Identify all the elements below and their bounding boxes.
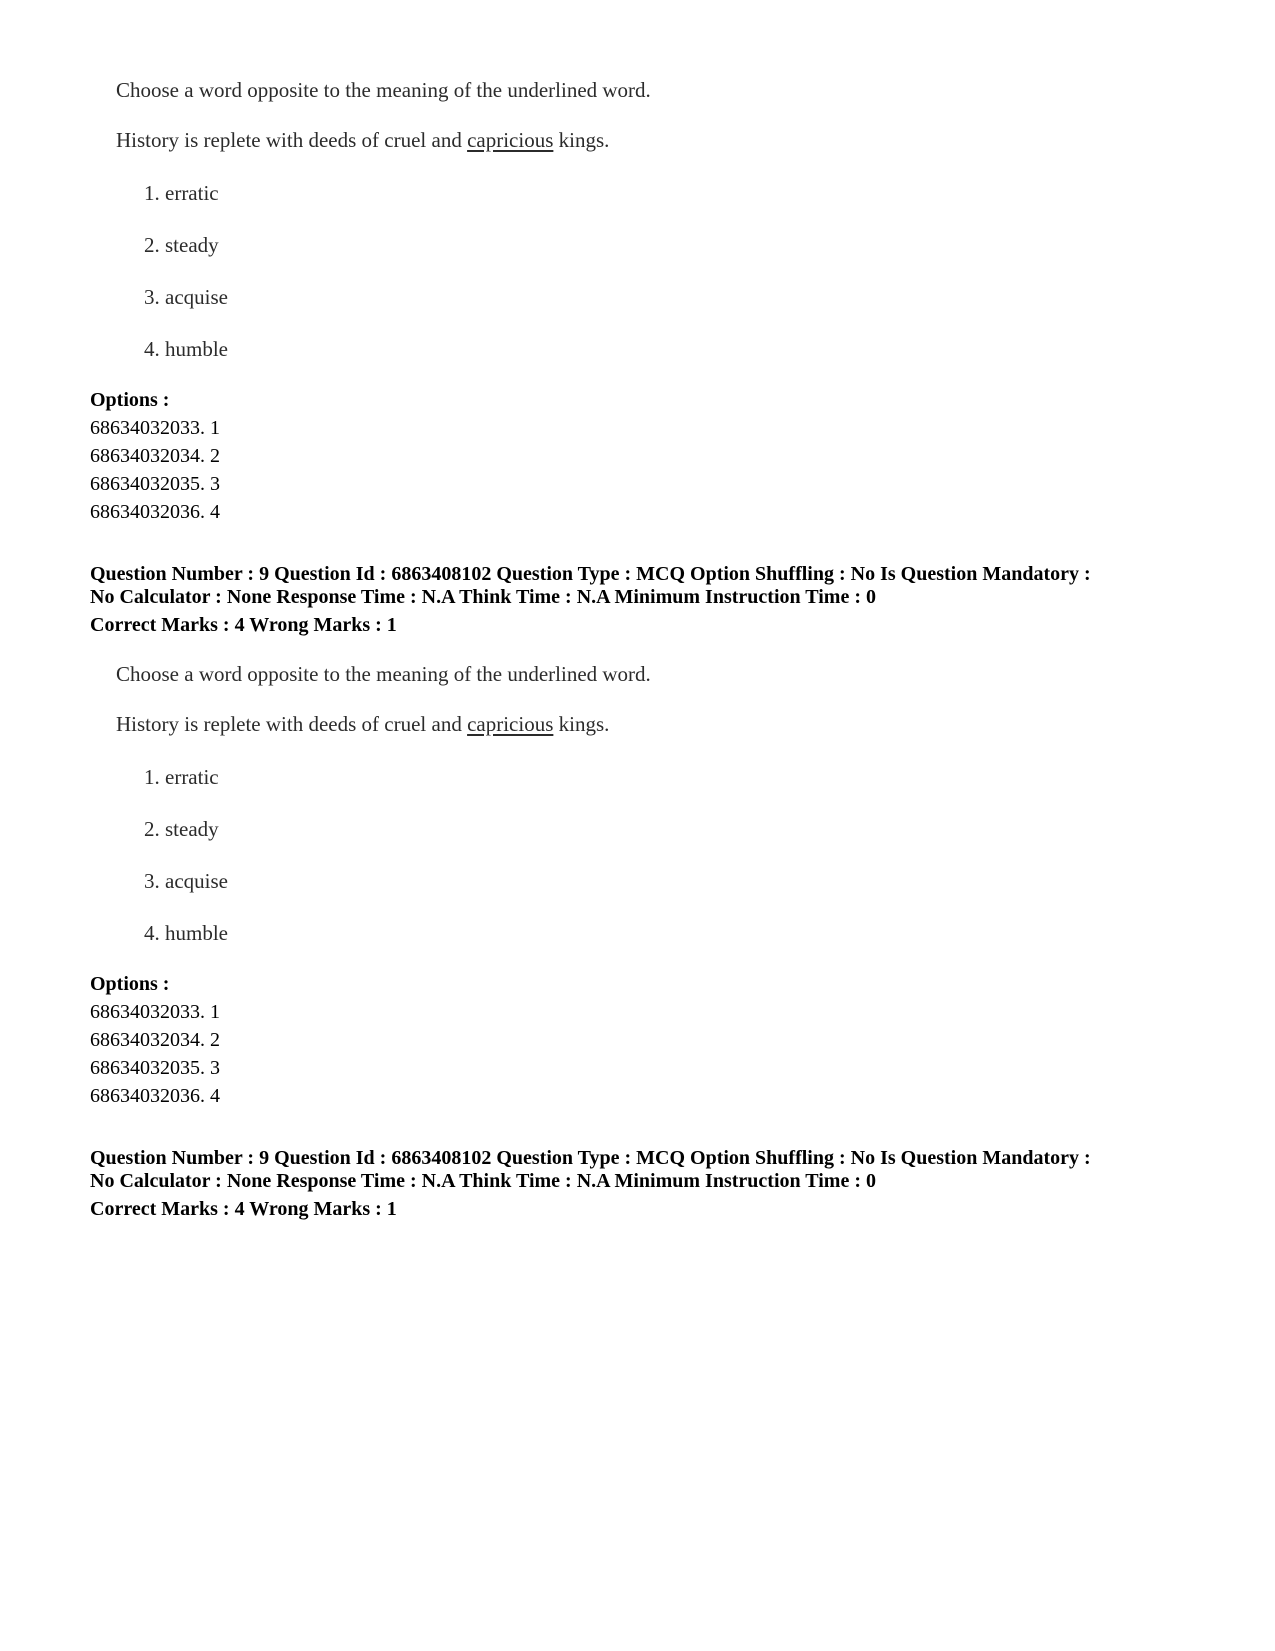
options-list (90, 386, 220, 526)
option-row: 68634032034. 2 (90, 445, 220, 467)
options-header: Options : (90, 973, 170, 995)
choice-1: 1. erratic (144, 765, 219, 789)
meta-line-2: No Calculator : None Response Time : N.A Think Time : N.A Minimum Instruction Time : 0 (90, 1170, 876, 1192)
meta-line-1: Question Number : 9 Question Id : 6863408102 Question Type : MCQ Option Shuffling : No Is Question Mandatory : (90, 563, 1091, 585)
option-row: 68634032036. 4 (90, 501, 220, 523)
sentence-before: History is replete with deeds of cruel and (116, 128, 468, 152)
meta-line-2: No Calculator : None Response Time : N.A Think Time : N.A Minimum Instruction Time : 0 (90, 586, 876, 608)
option-row: 68634032033. 1 (90, 417, 220, 439)
meta-marks: Correct Marks : 4 Wrong Marks : 1 (90, 1198, 397, 1220)
question-sentence (116, 712, 609, 737)
choice-1: 1. erratic (144, 181, 219, 205)
meta-marks: Correct Marks : 4 Wrong Marks : 1 (90, 614, 397, 636)
choice-2: 2. steady (144, 817, 219, 841)
sentence-after: kings. (553, 128, 610, 152)
meta-line-1: Question Number : 9 Question Id : 6863408102 Question Type : MCQ Option Shuffling : No Is Question Mandatory : (90, 1147, 1091, 1169)
options-list (90, 970, 220, 1110)
option-row: 68634032034. 2 (90, 1029, 220, 1051)
choice-3: 3. acquise (144, 285, 228, 309)
choice-3: 3. acquise (144, 869, 228, 893)
option-row: 68634032033. 1 (90, 1001, 220, 1023)
option-row: 68634032035. 3 (90, 473, 220, 495)
choice-4: 4. humble (144, 921, 228, 945)
choice-4: 4. humble (144, 337, 228, 361)
question-sentence (116, 128, 609, 153)
option-row: 68634032035. 3 (90, 1057, 220, 1079)
underlined-word: capricious (467, 712, 554, 736)
sentence-before: History is replete with deeds of cruel and (116, 712, 468, 736)
question-prompt: Choose a word opposite to the meaning of the underlined word. (116, 78, 651, 102)
question-prompt: Choose a word opposite to the meaning of the underlined word. (116, 662, 651, 686)
options-header: Options : (90, 389, 170, 411)
choice-2: 2. steady (144, 233, 219, 257)
underlined-word: capricious (467, 128, 554, 152)
option-row: 68634032036. 4 (90, 1085, 220, 1107)
sentence-after: kings. (553, 712, 610, 736)
